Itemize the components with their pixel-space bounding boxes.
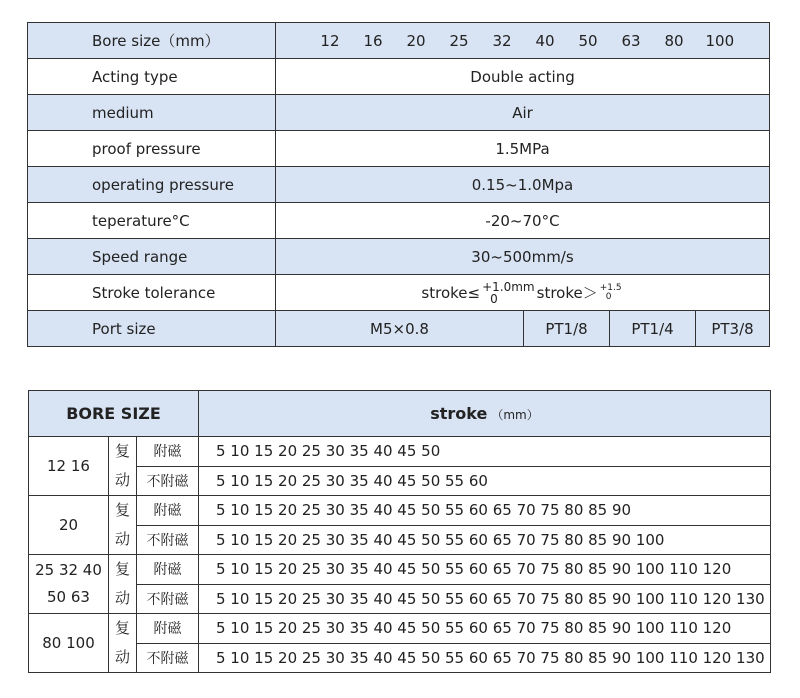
bore-size-value: 16 — [352, 23, 395, 59]
temperature-row — [28, 203, 770, 239]
no-magnet-label: 不附磁 — [137, 466, 199, 496]
action-char: 复 — [114, 501, 130, 519]
port-size-value: M5×0.8 — [276, 311, 524, 347]
operating-pressure-value: 0.15~1.0Mpa — [276, 167, 770, 203]
action-char: 动 — [114, 648, 130, 666]
port-size-value: PT1/8 — [524, 311, 610, 347]
port-size-label: Port size — [28, 311, 276, 347]
bore-size-value: 32 — [481, 23, 524, 59]
port-size-value: PT1/4 — [610, 311, 696, 347]
bore-group-label: 20 — [58, 515, 79, 534]
stroke-list: 5 10 15 20 25 30 35 40 45 50 55 60 — [199, 466, 771, 496]
table-row — [29, 584, 771, 614]
table-row — [29, 555, 771, 585]
table-row — [29, 437, 771, 467]
magnet-label: 附磁 — [137, 614, 199, 644]
action-char: 动 — [114, 530, 130, 548]
operating-pressure-row — [28, 167, 770, 203]
magnet-label: 附磁 — [137, 437, 199, 467]
acting-type-value: Double acting — [276, 59, 770, 95]
operating-pressure-label: operating pressure — [28, 167, 276, 203]
action-type-cell — [109, 614, 137, 673]
stroke-list: 5 10 15 20 25 30 35 40 45 50 55 60 65 70 75 80 85 90 — [199, 496, 771, 526]
bore-size-value: 50 — [567, 23, 610, 59]
action-char: 动 — [114, 589, 130, 607]
action-char: 复 — [114, 560, 130, 578]
table-row — [29, 525, 771, 555]
stroke-list: 5 10 15 20 25 30 35 40 45 50 55 60 65 70 75 80 85 90 100 110 120 130 — [199, 584, 771, 614]
bore-size-row — [28, 23, 770, 59]
tolerance-short-range — [482, 281, 535, 305]
action-type-cell — [109, 555, 137, 614]
table-row — [29, 496, 771, 526]
bore-size-value: 25 — [438, 23, 481, 59]
bore-group-cell — [29, 496, 109, 555]
stroke-list: 5 10 15 20 25 30 35 40 45 50 55 60 65 70 75 80 85 90 100 110 120 — [199, 555, 771, 585]
action-char: 复 — [114, 442, 130, 460]
temperature-value: -20~70°C — [276, 203, 770, 239]
port-size-row — [28, 311, 770, 347]
action-type-cell — [109, 496, 137, 555]
bore-group-label: 50 63 — [47, 588, 90, 606]
magnet-label: 附磁 — [137, 496, 199, 526]
bore-group-cell — [29, 555, 109, 614]
tolerance-lower: 0 — [605, 291, 612, 302]
tolerance-upper: +1.0mm — [482, 279, 535, 294]
action-type-cell — [109, 437, 137, 496]
acting-type-label: Acting type — [28, 59, 276, 95]
bore-size-value: 20 — [395, 23, 438, 59]
bore-size-value: 80 — [653, 23, 696, 59]
acting-type-row — [28, 59, 770, 95]
bore-size-value: 100 — [696, 23, 770, 59]
stroke-table — [28, 390, 771, 673]
temperature-label: teperature°C — [28, 203, 276, 239]
spec-table — [27, 22, 770, 347]
speed-range-label: Speed range — [28, 239, 276, 275]
stroke-heading — [199, 391, 771, 437]
stroke-tolerance-label: Stroke tolerance — [28, 275, 276, 311]
tolerance-long-stroke: stroke＞ — [536, 284, 598, 302]
no-magnet-label: 不附磁 — [137, 643, 199, 673]
bore-size-heading: BORE SIZE — [29, 391, 199, 437]
bore-size-label: Bore size（mm） — [28, 23, 276, 59]
stroke-list: 5 10 15 20 25 30 35 40 45 50 55 60 65 70 75 80 85 90 100 110 120 130 — [199, 643, 771, 673]
bore-size-value: 12 — [276, 23, 352, 59]
bore-group-cell — [29, 437, 109, 496]
medium-value: Air — [276, 95, 770, 131]
table-row — [29, 643, 771, 673]
medium-row — [28, 95, 770, 131]
no-magnet-label: 不附磁 — [137, 584, 199, 614]
table-row — [29, 614, 771, 644]
stroke-list: 5 10 15 20 25 30 35 40 45 50 — [199, 437, 771, 467]
proof-pressure-value: 1.5MPa — [276, 131, 770, 167]
medium-label: medium — [28, 95, 276, 131]
bore-size-value: 63 — [610, 23, 653, 59]
action-char: 复 — [114, 619, 130, 637]
magnet-label: 附磁 — [137, 555, 199, 585]
bore-group-label: 80 100 — [42, 633, 95, 652]
bore-group-label: 25 32 40 — [35, 561, 102, 579]
bore-size-value: 40 — [524, 23, 567, 59]
table-row — [29, 466, 771, 496]
speed-range-row — [28, 239, 770, 275]
tolerance-short-stroke: stroke≤ — [421, 283, 481, 302]
stroke-table-header — [29, 391, 771, 437]
port-size-value: PT3/8 — [696, 311, 770, 347]
no-magnet-label: 不附磁 — [137, 525, 199, 555]
stroke-list: 5 10 15 20 25 30 35 40 45 50 55 60 65 70 75 80 85 90 100 — [199, 525, 771, 555]
bore-group-label: 12 16 — [47, 456, 90, 475]
bore-group-cell — [29, 614, 109, 673]
action-char: 动 — [114, 471, 130, 489]
stroke-tolerance-value — [276, 275, 770, 311]
stroke-tolerance-row — [28, 275, 770, 311]
tolerance-upper: +1.5 — [599, 282, 622, 293]
speed-range-value: 30~500mm/s — [276, 239, 770, 275]
proof-pressure-row — [28, 131, 770, 167]
stroke-list: 5 10 15 20 25 30 35 40 45 50 55 60 65 70 75 80 85 90 100 110 120 — [199, 614, 771, 644]
stroke-heading-text: stroke — [430, 404, 488, 423]
tolerance-lower: 0 — [490, 291, 498, 306]
tolerance-long-range — [600, 284, 622, 302]
proof-pressure-label: proof pressure — [28, 131, 276, 167]
stroke-heading-unit: （mm） — [491, 408, 539, 422]
